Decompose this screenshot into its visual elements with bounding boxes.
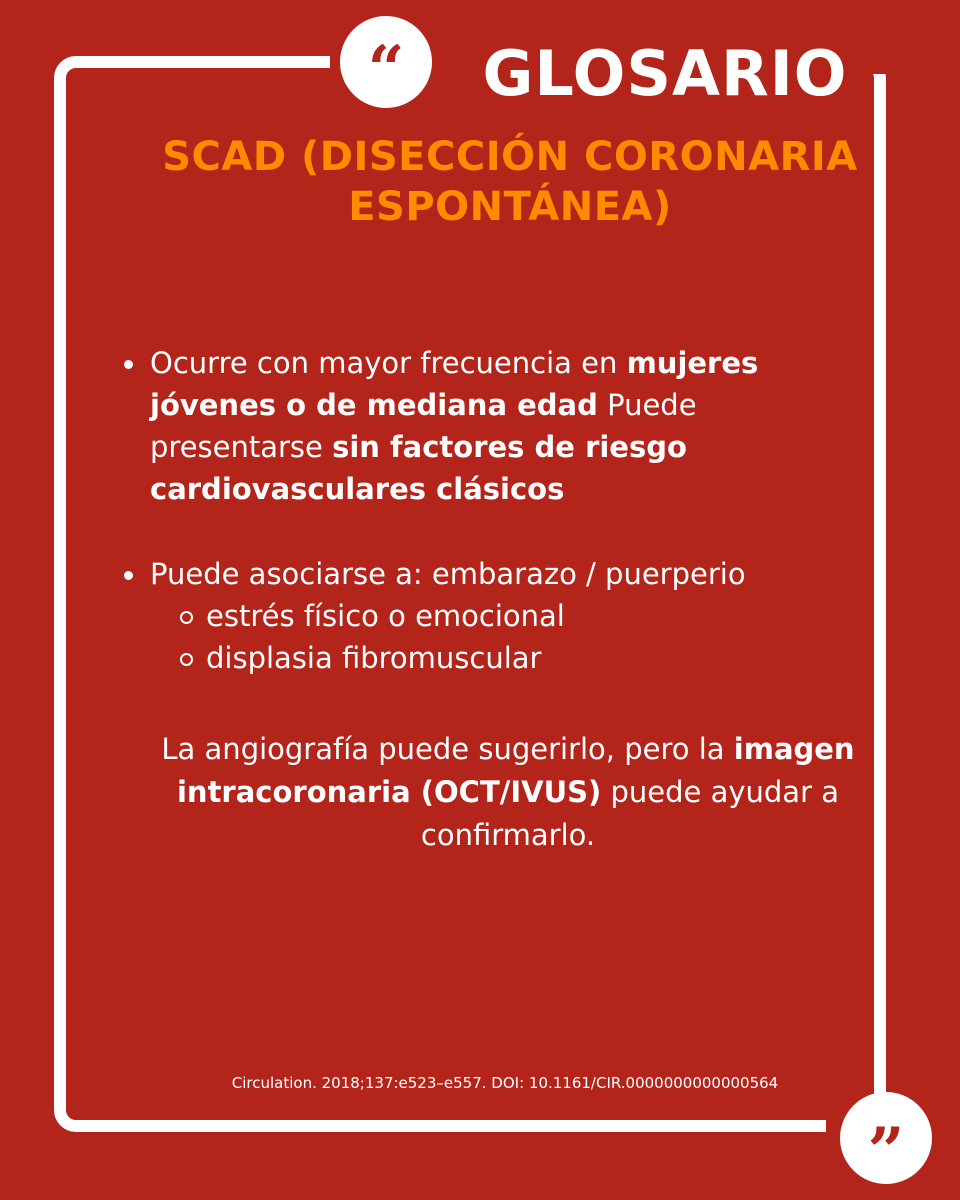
list-item-line (150, 426, 860, 468)
sub-list-item-text: estrés físico o emocional (206, 599, 565, 633)
list-item-line (150, 468, 860, 510)
bullet-dot-icon (124, 571, 133, 580)
text-span: confirmarlo. (420, 818, 596, 852)
list-item-line (150, 342, 860, 384)
sub-list-item-text: displasia fibromuscular (206, 641, 542, 675)
bold-span: imagen (733, 732, 855, 766)
bold-span: mujeres (626, 346, 759, 380)
list-item-line: Puede asociarse a: embarazo / puerperio (150, 557, 746, 591)
sub-list-item (120, 637, 860, 679)
term-heading-line-2: ESPONTÁNEA) (348, 184, 672, 230)
bold-span: sin factores de riesgo (332, 430, 687, 464)
close-quote-glyph: ” (867, 1114, 905, 1189)
text-span: La angiografía puede sugerirlo, pero la (161, 732, 734, 766)
closing-line (90, 728, 926, 771)
term-heading (110, 132, 910, 232)
closing-line (90, 814, 926, 857)
close-quote-icon (840, 1092, 932, 1189)
text-span: Puede (597, 388, 697, 422)
page-title: GLOSARIO (482, 37, 848, 110)
term-heading-line-1: SCAD (DISECCIÓN CORONARIA (162, 134, 858, 180)
list-item (120, 342, 860, 510)
bold-span: jóvenes o de mediana edad (150, 388, 598, 422)
list-item (120, 553, 860, 595)
sub-list-item (120, 595, 860, 637)
bullet-ring-icon (180, 653, 193, 666)
bold-span: intracoronaria (OCT/IVUS) (176, 775, 602, 809)
bullet-dot-icon (124, 360, 133, 369)
citation: Circulation. 2018;137:e523–e557. DOI: 10.1161/CIR.0000000000000564 (231, 1074, 779, 1092)
text-span: puede ayudar a (601, 775, 839, 809)
list-item-line (150, 384, 860, 426)
closing-line (90, 771, 926, 814)
bullet-ring-icon (180, 611, 193, 624)
definition-list (120, 342, 860, 679)
closing-paragraph (90, 728, 926, 857)
open-quote-glyph: “ (367, 32, 405, 107)
text-span: Ocurre con mayor frecuencia en (150, 346, 627, 380)
open-quote-icon (340, 16, 432, 108)
bold-span: cardiovasculares clásicos (150, 472, 565, 506)
text-span: presentarse (150, 430, 333, 464)
